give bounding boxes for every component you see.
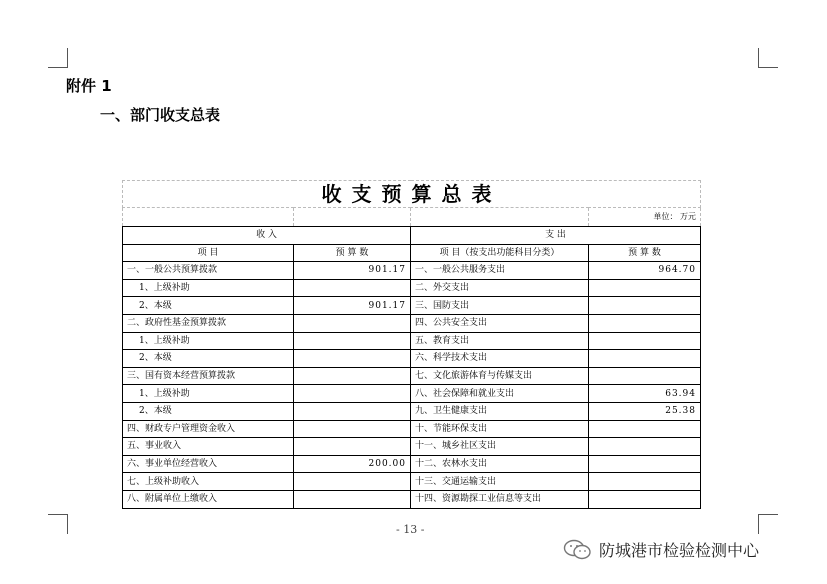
expense-amount-cell: [589, 367, 701, 385]
section-heading: 一、部门收支总表: [100, 106, 221, 124]
table-row: [123, 279, 701, 297]
income-item-cell: 2、本级: [123, 350, 294, 368]
income-amount-cell: [294, 402, 411, 420]
watermark: [563, 538, 759, 561]
watermark-text: 防城港市检验检测中心: [599, 541, 760, 560]
expense-item-cell: 七、文化旅游体育与传媒支出: [411, 367, 589, 385]
table-row: [123, 262, 701, 280]
crop-mark-bottom-right: [758, 514, 778, 515]
blank-cell: [294, 208, 411, 227]
budget-summary-table: [122, 180, 701, 509]
income-item-cell: 1、上级补助: [123, 385, 294, 403]
expense-amount-cell: [589, 350, 701, 368]
expense-item-cell: 十二、农林水支出: [411, 455, 589, 473]
income-amount-cell: [294, 314, 411, 332]
expense-item-cell: 十四、资源勘探工业信息等支出: [411, 490, 589, 508]
income-amount-cell: [294, 473, 411, 491]
expense-item-cell: 一、一般公共服务支出: [411, 262, 589, 280]
income-amount-cell: 901.17: [294, 297, 411, 315]
expense-item-cell: 四、公共安全支出: [411, 314, 589, 332]
income-amount-cell: 901.17: [294, 262, 411, 280]
expense-item-cell: 二、外交支出: [411, 279, 589, 297]
expense-amount-cell: [589, 297, 701, 315]
table-row: [123, 350, 701, 368]
expense-amount-cell: [589, 455, 701, 473]
income-amount-cell: 200.00: [294, 455, 411, 473]
income-item-cell: 1、上级补助: [123, 279, 294, 297]
expense-item-cell: 五、教育支出: [411, 332, 589, 350]
income-amount-cell: [294, 367, 411, 385]
attachment-label: 附件 1: [66, 77, 112, 95]
income-amount-cell: [294, 350, 411, 368]
expense-item-cell: 三、国防支出: [411, 297, 589, 315]
col-header-expense-item: 项 目（按支出功能科目分类）: [411, 244, 589, 262]
table-row: [123, 385, 701, 403]
table-title: 收支预算总表: [123, 181, 701, 208]
crop-mark-top-left: [67, 48, 68, 68]
crop-mark-bottom-left: [67, 514, 68, 534]
income-amount-cell: [294, 279, 411, 297]
crop-mark-bottom-left: [48, 514, 68, 515]
income-item-cell: 六、事业单位经营收入: [123, 455, 294, 473]
expense-item-cell: 十、节能环保支出: [411, 420, 589, 438]
income-amount-cell: [294, 385, 411, 403]
income-header: 收 入: [123, 227, 411, 245]
expense-item-cell: 十一、城乡社区支出: [411, 438, 589, 456]
expense-item-cell: 九、卫生健康支出: [411, 402, 589, 420]
income-item-cell: 五、事业收入: [123, 438, 294, 456]
income-item-cell: 二、政府性基金预算拨款: [123, 314, 294, 332]
table-row: [123, 297, 701, 315]
expense-amount-cell: [589, 279, 701, 297]
expense-item-cell: 十三、交通运输支出: [411, 473, 589, 491]
table-row: [123, 420, 701, 438]
expense-amount-cell: [589, 420, 701, 438]
income-item-cell: 三、国有资本经营预算拨款: [123, 367, 294, 385]
table-row: [123, 473, 701, 491]
col-header-income-amount: 预 算 数: [294, 244, 411, 262]
crop-mark-top-right: [758, 48, 759, 68]
page-number: - 13 -: [396, 523, 425, 536]
income-amount-cell: [294, 332, 411, 350]
income-item-cell: 四、财政专户管理资金收入: [123, 420, 294, 438]
blank-cell: [123, 208, 294, 227]
income-item-cell: 八、附属单位上缴收入: [123, 490, 294, 508]
expense-amount-cell: 63.94: [589, 385, 701, 403]
crop-mark-top-left: [48, 67, 68, 68]
expense-header: 支 出: [411, 227, 701, 245]
table-row: [123, 367, 701, 385]
table-row: [123, 402, 701, 420]
expense-amount-cell: [589, 490, 701, 508]
income-item-cell: 2、本级: [123, 297, 294, 315]
table-row: [123, 314, 701, 332]
wechat-icon: [563, 539, 593, 561]
expense-amount-cell: 964.70: [589, 262, 701, 280]
blank-cell: [411, 208, 589, 227]
income-amount-cell: [294, 420, 411, 438]
income-amount-cell: [294, 438, 411, 456]
crop-mark-top-right: [758, 67, 778, 68]
table-row: [123, 490, 701, 508]
col-header-income-item: 项 目: [123, 244, 294, 262]
income-item-cell: 一、一般公共预算拨款: [123, 262, 294, 280]
expense-item-cell: 六、科学技术支出: [411, 350, 589, 368]
table-row: [123, 455, 701, 473]
col-header-expense-amount: 预 算 数: [589, 244, 701, 262]
expense-amount-cell: 25.38: [589, 402, 701, 420]
crop-mark-bottom-right: [758, 514, 759, 534]
expense-amount-cell: [589, 438, 701, 456]
expense-amount-cell: [589, 314, 701, 332]
income-item-cell: 七、上级补助收入: [123, 473, 294, 491]
table-row: [123, 332, 701, 350]
income-item-cell: 2、本级: [123, 402, 294, 420]
income-item-cell: 1、上级补助: [123, 332, 294, 350]
expense-amount-cell: [589, 473, 701, 491]
expense-item-cell: 八、社会保障和就业支出: [411, 385, 589, 403]
unit-label: 单位： 万元: [589, 208, 701, 227]
table-row: [123, 438, 701, 456]
income-amount-cell: [294, 490, 411, 508]
expense-amount-cell: [589, 332, 701, 350]
